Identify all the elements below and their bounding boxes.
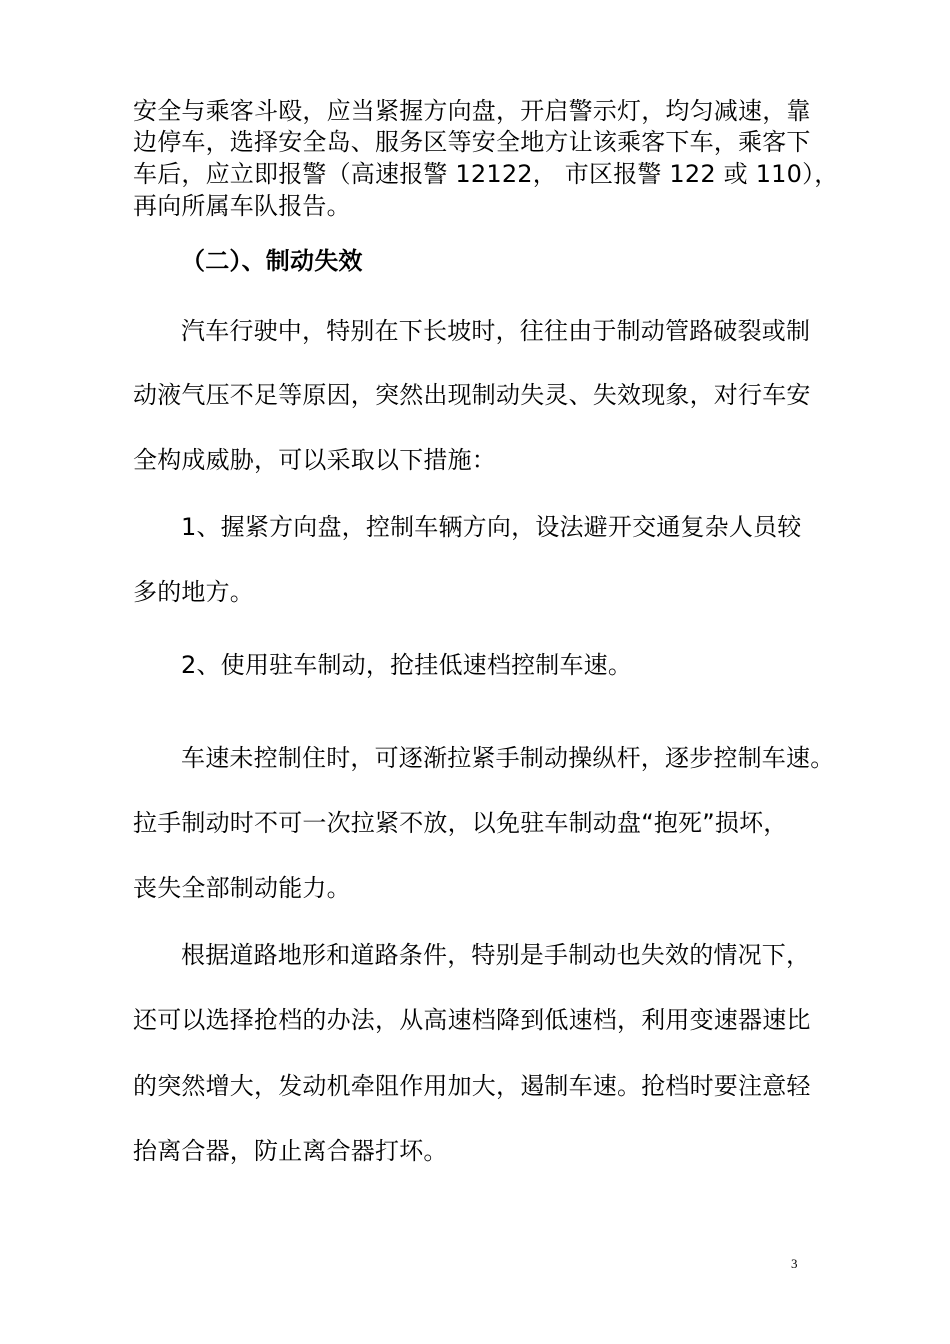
paragraph-1-line-3: 车后，应立即报警（高速报警 12122， 市区报警 122 或 110）， <box>133 160 839 188</box>
paragraph-1-line-2: 边停车，选择安全岛、服务区等安全地方让该乘客下车，乘客下 <box>133 128 811 156</box>
paragraph-4-line-3: 的突然增大，发动机牵阻作用加大，遏制车速。抢档时要注意轻 <box>133 1072 811 1100</box>
paragraph-1-line-1: 安全与乘客斗殴，应当紧握方向盘，开启警示灯，均匀减速，靠 <box>133 97 811 125</box>
page-number: 3 <box>791 1256 798 1271</box>
list-item-2: 2、使用驻车制动，抢挂低速档控制车速。 <box>181 651 633 679</box>
paragraph-3-line-1: 车速未控制住时，可逐渐拉紧手制动操纵杆，逐步控制车速。 <box>181 744 835 772</box>
section-heading: （二）、制动失效 <box>181 247 363 275</box>
paragraph-3-line-2: 拉手制动时不可一次拉紧不放，以免驻车制动盘“抱死”损坏， <box>133 809 788 837</box>
list-item-1-line-1: 1、握紧方向盘，控制车辆方向，设法避开交通复杂人员较 <box>181 513 802 541</box>
paragraph-2-line-2: 动液气压不足等原因，突然出现制动失灵、失效现象，对行车安 <box>133 381 811 409</box>
paragraph-2-line-3: 全构成威胁，可以采取以下措施： <box>133 446 496 474</box>
paragraph-4-line-2: 还可以选择抢档的办法，从高速档降到低速档，利用变速器速比 <box>133 1006 811 1034</box>
list-item-1-line-2: 多的地方。 <box>133 578 254 606</box>
paragraph-1-line-4: 再向所属车队报告。 <box>133 192 351 220</box>
paragraph-3-line-3: 丧失全部制动能力。 <box>133 874 351 902</box>
paragraph-2-line-1: 汽车行驶中，特别在下长坡时，往往由于制动管路破裂或制 <box>181 317 811 345</box>
paragraph-4-line-4: 抬离合器，防止离合器打坏。 <box>133 1137 448 1165</box>
paragraph-4-line-1: 根据道路地形和道路条件，特别是手制动也失效的情况下， <box>181 941 811 969</box>
